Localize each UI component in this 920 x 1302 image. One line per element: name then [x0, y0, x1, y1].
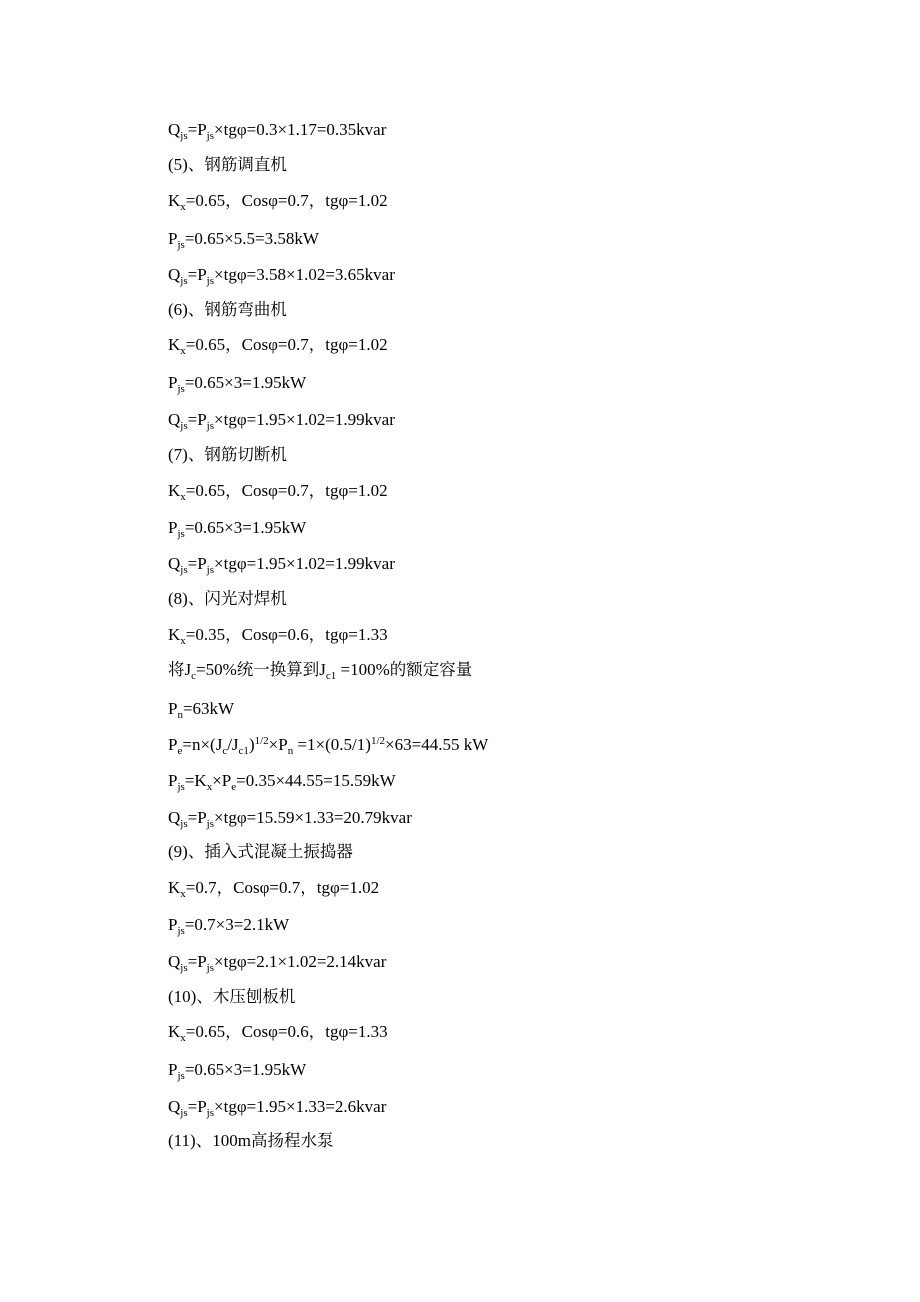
- text-segment: (10): [168, 987, 197, 1006]
- text-segment: =P: [187, 952, 207, 971]
- text-segment: tgφ=1.02: [325, 481, 388, 500]
- text-line: [168, 445, 287, 465]
- text-segment: =0.65×3=1.95kW: [184, 1060, 307, 1079]
- text-segment: Cosφ=0.7: [241, 481, 309, 500]
- text-segment: K: [168, 878, 181, 897]
- text-segment: =0.7×3=2.1kW: [184, 915, 290, 934]
- text-line: [168, 300, 287, 320]
- text-segment: tgφ=1.02: [325, 191, 388, 210]
- text-line: [168, 229, 319, 249]
- subscript: js: [206, 130, 215, 142]
- text-cjk: ，: [300, 878, 317, 897]
- text-cjk: 的额定容量: [389, 660, 473, 679]
- subscript: js: [180, 1107, 188, 1119]
- text-segment: K: [168, 1022, 181, 1041]
- subscript: x: [180, 491, 186, 503]
- text-segment: P: [168, 771, 178, 790]
- text-segment: /J: [227, 735, 239, 754]
- subscript: c: [222, 745, 228, 757]
- text-line: [168, 191, 388, 211]
- text-segment: ×tgφ=0.3×1.17=0.35kvar: [214, 120, 387, 139]
- text-segment: (7): [168, 445, 188, 464]
- subscript: n: [177, 709, 183, 721]
- subscript: x: [180, 888, 186, 900]
- text-segment: =0.65×3=1.95kW: [184, 373, 307, 392]
- text-line: [168, 589, 287, 609]
- text-segment: ×tgφ=1.95×1.02=1.99kvar: [214, 410, 395, 429]
- text-segment: =P: [187, 265, 207, 284]
- text-line: [168, 373, 306, 393]
- text-segment: =0.65: [185, 191, 226, 210]
- text-segment: =50%: [196, 660, 237, 679]
- text-line: [168, 735, 488, 755]
- subscript: e: [231, 781, 237, 793]
- text-line: [168, 699, 234, 719]
- text-segment: J: [184, 660, 192, 679]
- subscript: js: [177, 1070, 185, 1082]
- text-segment: Cosφ=0.7: [241, 335, 309, 354]
- text-line: [168, 915, 289, 935]
- subscript: js: [177, 383, 185, 395]
- text-cjk: ，: [308, 191, 326, 210]
- subscript: js: [177, 239, 185, 251]
- text-line: [168, 265, 395, 285]
- text-line: [168, 335, 388, 355]
- text-line: [168, 842, 353, 862]
- text-segment: tgφ=1.33: [325, 625, 388, 644]
- text-segment: =P: [187, 410, 207, 429]
- text-line: [168, 625, 388, 645]
- text-segment: (6): [168, 300, 188, 319]
- text-segment: P: [168, 518, 178, 537]
- text-cjk: 、钢筋弯曲机: [187, 300, 287, 319]
- text-segment: (11): [168, 1131, 196, 1150]
- text-segment: Q: [168, 952, 181, 971]
- text-cjk: 、钢筋调直机: [187, 155, 287, 174]
- subscript: c1: [238, 745, 249, 757]
- text-segment: ×63=44.55 kW: [385, 735, 489, 754]
- text-segment: tgφ=1.02: [325, 335, 388, 354]
- text-segment: (8): [168, 589, 188, 608]
- text-segment: Cosφ=0.6: [241, 625, 309, 644]
- subscript: js: [180, 130, 188, 142]
- subscript: n: [287, 745, 294, 757]
- text-cjk: ，: [308, 625, 326, 644]
- text-segment: =0.65×3=1.95kW: [184, 518, 307, 537]
- text-segment: Cosφ=0.6: [241, 1022, 309, 1041]
- text-cjk: 、钢筋切断机: [187, 445, 287, 464]
- text-segment: tgφ=1.33: [325, 1022, 388, 1041]
- text-segment: ×tgφ=2.1×1.02=2.14kvar: [214, 952, 387, 971]
- text-cjk: 、: [195, 1131, 213, 1150]
- text-cjk: ，: [225, 335, 242, 354]
- text-segment: =0.35: [185, 625, 226, 644]
- subscript: js: [180, 564, 188, 576]
- text-segment: ): [248, 735, 255, 754]
- text-segment: =0.65×5.5=3.58kW: [184, 229, 319, 248]
- text-segment: Cosφ=0.7: [241, 191, 309, 210]
- text-cjk: 、插入式混凝土振捣器: [187, 842, 353, 861]
- subscript: js: [206, 1107, 215, 1119]
- text-line: [168, 1060, 306, 1080]
- subscript: x: [180, 1032, 186, 1044]
- text-segment: ×tgφ=1.95×1.33=2.6kvar: [214, 1097, 387, 1116]
- text-line: [168, 554, 395, 574]
- subscript: c: [191, 670, 197, 682]
- subscript: js: [206, 564, 215, 576]
- text-cjk: ，: [225, 481, 242, 500]
- text-line: [168, 481, 388, 501]
- text-segment: =0.65: [185, 335, 226, 354]
- text-segment: =0.35×44.55=15.59kW: [236, 771, 396, 790]
- text-segment: P: [168, 915, 178, 934]
- subscript: js: [180, 962, 188, 974]
- text-cjk: ，: [225, 625, 242, 644]
- text-segment: =P: [187, 554, 207, 573]
- text-segment: ×tgφ=1.95×1.02=1.99kvar: [214, 554, 395, 573]
- text-line: [168, 1097, 386, 1117]
- text-segment: K: [168, 191, 181, 210]
- text-line: [168, 1131, 333, 1151]
- text-segment: ×P: [268, 735, 288, 754]
- text-segment: P: [168, 1060, 178, 1079]
- text-segment: K: [168, 335, 181, 354]
- text-cjk: 、闪光对焊机: [187, 589, 287, 608]
- subscript: e: [177, 745, 183, 757]
- text-segment: =0.65: [185, 481, 226, 500]
- text-segment: =K: [184, 771, 207, 790]
- text-segment: 100m: [212, 1131, 251, 1150]
- text-segment: K: [168, 625, 181, 644]
- subscript: js: [206, 818, 215, 830]
- text-segment: tgφ=1.02: [316, 878, 380, 897]
- text-segment: ×P: [212, 771, 232, 790]
- text-segment: Q: [168, 808, 181, 827]
- text-segment: =100%: [336, 660, 390, 679]
- subscript: x: [180, 201, 186, 213]
- text-segment: =P: [187, 120, 207, 139]
- superscript: 1/2: [370, 735, 386, 747]
- superscript: 1/2: [254, 735, 269, 747]
- subscript: js: [206, 962, 215, 974]
- text-line: [168, 1022, 388, 1042]
- text-segment: J: [319, 660, 326, 679]
- text-segment: =0.65: [185, 1022, 226, 1041]
- text-cjk: ，: [308, 1022, 326, 1041]
- text-line: [168, 155, 287, 175]
- subscript: js: [180, 420, 188, 432]
- text-segment: P: [168, 699, 178, 718]
- text-segment: Q: [168, 554, 181, 573]
- text-segment: P: [168, 373, 178, 392]
- text-segment: ×tgφ=3.58×1.02=3.65kvar: [214, 265, 395, 284]
- subscript: js: [206, 420, 215, 432]
- text-segment: =1×(0.5/1): [293, 735, 371, 754]
- text-cjk: ，: [216, 878, 234, 897]
- text-segment: =P: [187, 1097, 207, 1116]
- text-cjk: 高扬程水泵: [250, 1131, 334, 1150]
- text-segment: K: [168, 481, 181, 500]
- text-segment: =n×(J: [182, 735, 223, 754]
- subscript: x: [180, 635, 186, 647]
- text-segment: ×tgφ=15.59×1.33=20.79kvar: [214, 808, 412, 827]
- subscript: js: [180, 275, 188, 287]
- subscript: x: [180, 345, 186, 357]
- text-line: [168, 660, 472, 680]
- text-segment: Q: [168, 265, 181, 284]
- text-cjk: ，: [308, 335, 326, 354]
- text-line: [168, 771, 396, 791]
- subscript: js: [177, 528, 185, 540]
- text-segment: (9): [168, 842, 188, 861]
- text-line: [168, 120, 386, 140]
- text-cjk: ，: [225, 191, 242, 210]
- text-segment: (5): [168, 155, 188, 174]
- subscript: js: [180, 818, 188, 830]
- subscript: x: [206, 781, 213, 793]
- text-cjk: ，: [225, 1022, 242, 1041]
- text-line: [168, 410, 395, 430]
- text-line: [168, 518, 306, 538]
- text-segment: Cosφ=0.7: [233, 878, 301, 897]
- subscript: js: [206, 275, 215, 287]
- text-cjk: ，: [308, 481, 326, 500]
- subscript: js: [177, 925, 185, 937]
- text-cjk: 统一换算到: [236, 660, 320, 679]
- subscript: js: [177, 781, 185, 793]
- subscript: c1: [325, 670, 337, 682]
- text-line: [168, 952, 386, 972]
- text-segment: P: [168, 229, 178, 248]
- text-segment: Q: [168, 1097, 181, 1116]
- text-segment: =63kW: [182, 699, 235, 718]
- text-cjk: 、木压刨板机: [196, 987, 296, 1006]
- text-line: [168, 987, 295, 1007]
- text-segment: P: [168, 735, 178, 754]
- text-segment: =P: [187, 808, 207, 827]
- text-segment: =0.7: [185, 878, 217, 897]
- text-line: [168, 878, 379, 898]
- text-cjk: 将: [168, 660, 185, 679]
- text-segment: Q: [168, 410, 181, 429]
- text-segment: Q: [168, 120, 181, 139]
- text-line: [168, 808, 412, 828]
